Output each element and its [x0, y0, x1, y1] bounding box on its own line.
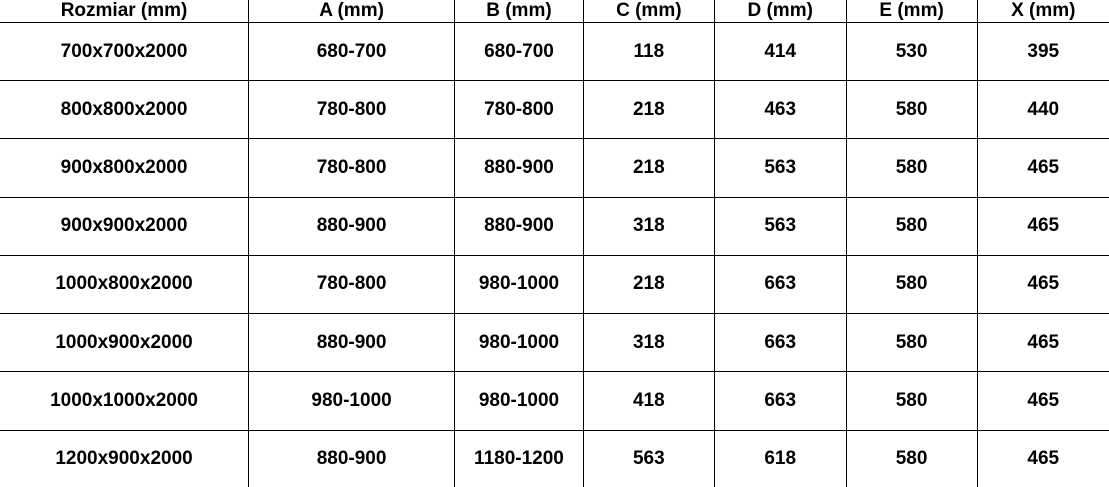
- column-header-a: A (mm): [249, 0, 455, 23]
- cell-a: 980-1000: [249, 372, 455, 430]
- cell-b: 1180-1200: [455, 430, 584, 487]
- cell-c: 218: [583, 139, 714, 197]
- table-row: [0, 81, 1109, 139]
- cell-a: 880-900: [249, 197, 455, 255]
- cell-rozmiar: 900x800x2000: [0, 139, 249, 197]
- table-row: [0, 314, 1109, 372]
- cell-rozmiar: 1200x900x2000: [0, 430, 249, 487]
- table-body: [0, 23, 1109, 487]
- cell-e: 530: [846, 23, 977, 81]
- cell-c: 218: [583, 255, 714, 313]
- cell-d: 618: [714, 430, 846, 487]
- cell-rozmiar: 1000x1000x2000: [0, 372, 249, 430]
- cell-b: 980-1000: [455, 255, 584, 313]
- cell-e: 580: [846, 139, 977, 197]
- cell-x: 465: [977, 430, 1109, 487]
- column-header-c: C (mm): [583, 0, 714, 23]
- cell-a: 680-700: [249, 23, 455, 81]
- cell-a: 780-800: [249, 255, 455, 313]
- cell-c: 218: [583, 81, 714, 139]
- cell-x: 465: [977, 314, 1109, 372]
- cell-b: 880-900: [455, 139, 584, 197]
- table-row: [0, 430, 1109, 487]
- cell-rozmiar: 800x800x2000: [0, 81, 249, 139]
- column-header-d: D (mm): [714, 0, 846, 23]
- cell-e: 580: [846, 197, 977, 255]
- cell-rozmiar: 700x700x2000: [0, 23, 249, 81]
- cell-d: 463: [714, 81, 846, 139]
- column-header-x: X (mm): [977, 0, 1109, 23]
- column-header-b: B (mm): [455, 0, 584, 23]
- cell-e: 580: [846, 314, 977, 372]
- cell-c: 418: [583, 372, 714, 430]
- cell-c: 318: [583, 197, 714, 255]
- cell-rozmiar: 1000x800x2000: [0, 255, 249, 313]
- cell-d: 663: [714, 255, 846, 313]
- table-header: [0, 0, 1109, 23]
- cell-b: 780-800: [455, 81, 584, 139]
- cell-d: 563: [714, 139, 846, 197]
- table-row: [0, 23, 1109, 81]
- cell-a: 880-900: [249, 430, 455, 487]
- cell-a: 880-900: [249, 314, 455, 372]
- cell-d: 563: [714, 197, 846, 255]
- table-row: [0, 255, 1109, 313]
- cell-x: 395: [977, 23, 1109, 81]
- column-header-e: E (mm): [846, 0, 977, 23]
- cell-b: 880-900: [455, 197, 584, 255]
- cell-e: 580: [846, 255, 977, 313]
- cell-c: 563: [583, 430, 714, 487]
- table-row: [0, 197, 1109, 255]
- cell-b: 980-1000: [455, 314, 584, 372]
- table-header-row: [0, 0, 1109, 23]
- cell-d: 663: [714, 372, 846, 430]
- cell-e: 580: [846, 372, 977, 430]
- cell-rozmiar: 1000x900x2000: [0, 314, 249, 372]
- cell-c: 118: [583, 23, 714, 81]
- cell-e: 580: [846, 81, 977, 139]
- cell-x: 465: [977, 372, 1109, 430]
- table-row: [0, 372, 1109, 430]
- cell-x: 465: [977, 139, 1109, 197]
- cell-x: 465: [977, 197, 1109, 255]
- column-header-rozmiar: Rozmiar (mm): [0, 0, 249, 23]
- cell-a: 780-800: [249, 81, 455, 139]
- cell-x: 465: [977, 255, 1109, 313]
- cell-d: 414: [714, 23, 846, 81]
- table-row: [0, 139, 1109, 197]
- cell-a: 780-800: [249, 139, 455, 197]
- cell-rozmiar: 900x900x2000: [0, 197, 249, 255]
- cell-x: 440: [977, 81, 1109, 139]
- cell-e: 580: [846, 430, 977, 487]
- cell-d: 663: [714, 314, 846, 372]
- cell-c: 318: [583, 314, 714, 372]
- cell-b: 680-700: [455, 23, 584, 81]
- cell-b: 980-1000: [455, 372, 584, 430]
